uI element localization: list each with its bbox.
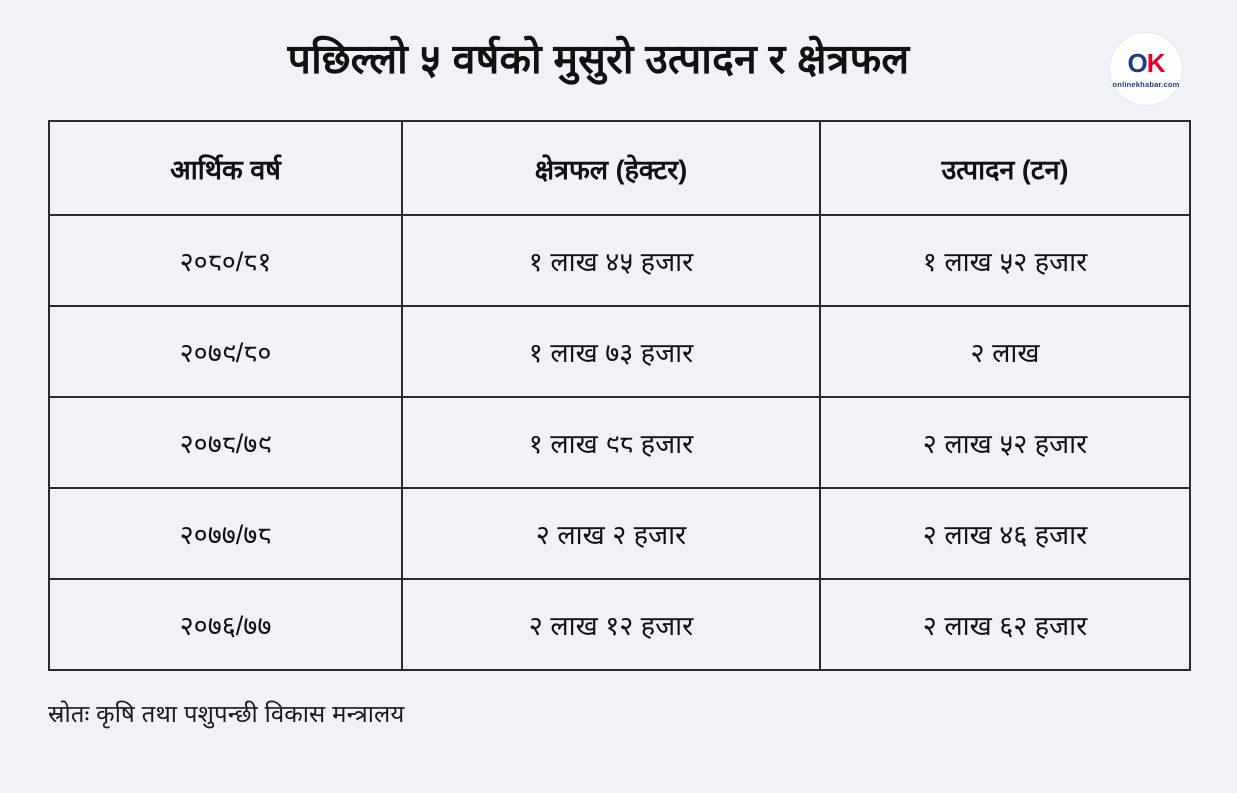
cell-area: १ लाख ९८ हजार — [402, 397, 820, 488]
onlinekhabar-logo — [1109, 32, 1183, 106]
table-header-row — [49, 121, 1190, 215]
cell-production: २ लाख — [820, 306, 1190, 397]
page-title: पछिल्लो ५ वर्षको मुसुरो उत्पादन र क्षेत्रफल — [287, 36, 910, 83]
table-row — [49, 579, 1190, 670]
cell-production: १ लाख ५२ हजार — [820, 215, 1190, 306]
table-row — [49, 488, 1190, 579]
cell-production: २ लाख ४६ हजार — [820, 488, 1190, 579]
header — [48, 0, 1189, 120]
column-header-production: उत्पादन (टन) — [820, 121, 1190, 215]
cell-fiscal-year: २०७७/७८ — [49, 488, 402, 579]
cell-fiscal-year: २०७६/७७ — [49, 579, 402, 670]
logo-letter-k: K — [1146, 47, 1165, 78]
table-row — [49, 215, 1190, 306]
source-note: स्रोतः कृषि तथा पशुपन्छी विकास मन्त्रालय — [48, 701, 405, 728]
column-header-fiscal-year: आर्थिक वर्ष — [49, 121, 402, 215]
cell-area: २ लाख १२ हजार — [402, 579, 820, 670]
column-header-area: क्षेत्रफल (हेक्टर) — [402, 121, 820, 215]
logo-wordmark: onlinekhabar.com — [1112, 79, 1180, 89]
cell-area: १ लाख ४५ हजार — [402, 215, 820, 306]
cell-area: २ लाख २ हजार — [402, 488, 820, 579]
logo-letter-o: O — [1127, 47, 1147, 78]
table-row — [49, 306, 1190, 397]
logo-monogram — [1127, 47, 1165, 78]
cell-area: १ लाख ७३ हजार — [402, 306, 820, 397]
cell-production: २ लाख ६२ हजार — [820, 579, 1190, 670]
table-row — [49, 397, 1190, 488]
cell-production: २ लाख ५२ हजार — [820, 397, 1190, 488]
cell-fiscal-year: २०७८/७९ — [49, 397, 402, 488]
production-area-table — [48, 120, 1191, 671]
cell-fiscal-year: २०८०/८१ — [49, 215, 402, 306]
cell-fiscal-year: २०७९/८० — [49, 306, 402, 397]
